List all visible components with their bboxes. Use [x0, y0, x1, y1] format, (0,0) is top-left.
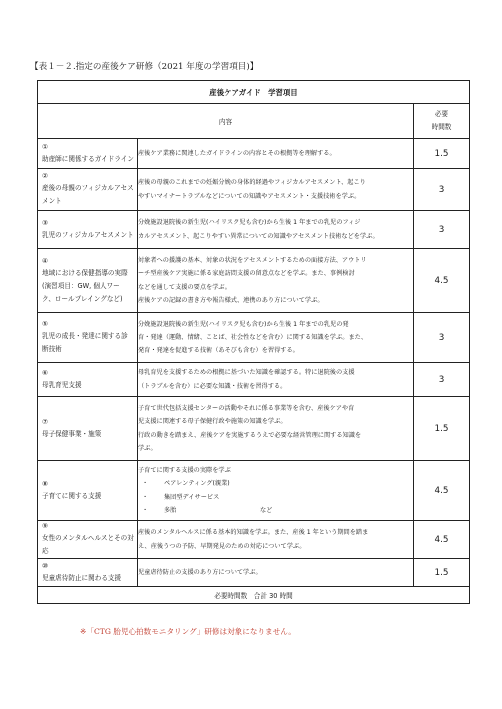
- topic-name-line: 乳児の成長・発達に関する診: [42, 332, 128, 340]
- content-list-item: [138, 477, 413, 490]
- topic-number: ①: [42, 142, 49, 151]
- topic-cell: [38, 169, 138, 211]
- content-cell: [138, 363, 414, 397]
- topic-name-line: 乳児のフィジカルアセスメント: [42, 230, 134, 239]
- content-line: やすいマイナートラブルなどについての知識やアセスメント・支援技術を学ぶ。: [138, 192, 361, 200]
- content-line: （トラブルを含む）に必要な知識・技術を習得する。: [138, 382, 287, 390]
- table-row: [38, 559, 470, 587]
- content-line: ーチ型産後ケア実施に係る家庭訪問支援の留意点などを学ぶ。また、事例検討: [138, 270, 355, 278]
- topic-name-line: 女性のメンタルヘルスとその対: [42, 534, 134, 542]
- content-line: 行政の動きを踏まえ、産後ケアを実施するうえで必要な経営管理に関する知識を: [138, 431, 362, 439]
- table-caption: 【表１－２.指定の産後ケア研修（2021 年度の学習項目)】: [30, 62, 259, 72]
- content-line: 児童虐待防止の支援のあり方について学ぶ。: [138, 568, 262, 576]
- content-cell: [138, 559, 414, 587]
- content-cell: [138, 139, 414, 169]
- topic-name-line: 産後の母親のフィジカルアセス: [42, 184, 134, 192]
- footnote: ※「CTG 胎児心拍数モニタリング」研修は対象になりません。: [80, 627, 296, 636]
- required-hours: 3: [414, 363, 470, 397]
- header-content: 内容: [38, 104, 414, 139]
- content-line: 産後のメンタルヘルスに係る基本的知識を学ぶ。また、産後 1 年という期間を踏ま: [138, 529, 369, 537]
- required-hours: 1.5: [414, 397, 470, 461]
- content-line: 子育て世代包括支援センターの活動やそれに係る事業等を含む、産後ケアや育: [138, 405, 355, 413]
- content-line: カルアセスメント、起こりやすい異常についての知識やアセスメント技術などを学ぶ。: [138, 232, 379, 240]
- content-list-item: [138, 504, 413, 517]
- header-hours-line: 時間数: [431, 123, 452, 131]
- content-line: 学ぶ。: [138, 444, 157, 452]
- required-hours: 4.5: [414, 521, 470, 559]
- table-title-row: [38, 81, 470, 104]
- topic-cell: [38, 139, 138, 169]
- required-hours: 1.5: [414, 559, 470, 587]
- required-hours: 4.5: [414, 461, 470, 521]
- list-item-text: 多胎: [164, 506, 177, 514]
- content-line: 子育てに関する支援の実際を学ぶ: [138, 467, 231, 475]
- content-line: 分娩施設退院後の新生児(ハイリスク児も含む)から生後 1 年までの乳児の発: [138, 320, 349, 328]
- topic-number: ③: [42, 218, 49, 227]
- topic-cell: [38, 313, 138, 363]
- topic-number: ⑧: [42, 479, 49, 488]
- topic-name-line: 子育てに関する支援: [42, 491, 102, 500]
- table-row: [38, 461, 470, 521]
- required-hours: 3: [414, 211, 470, 249]
- table-row: [38, 313, 470, 363]
- topic-number: ⑤: [42, 320, 49, 328]
- topic-cell: [38, 461, 138, 521]
- content-line: 児支援に関連する母子保健行政や施策の知識を学ぶ。: [138, 418, 287, 426]
- content-cell: [138, 521, 414, 559]
- topic-cell: [38, 363, 138, 397]
- total-row: [38, 587, 470, 604]
- topic-number: ②: [42, 172, 49, 180]
- topic-name-line: 応: [42, 547, 49, 555]
- topic-number: ⑨: [42, 522, 49, 530]
- topic-name-line: 母乳育児支援: [42, 380, 82, 389]
- total-hours: 必要時間数 合計 30 時間: [38, 587, 470, 604]
- topic-number: ⑥: [42, 368, 49, 377]
- content-line: 分娩施設退院後の新生児(ハイリスク児も含む)から生後 1 年までの乳児のフィジ: [138, 219, 361, 227]
- table-row: [38, 521, 470, 559]
- content-cell: [138, 461, 414, 521]
- topic-cell: [38, 397, 138, 461]
- header-hours-line: 必要: [434, 110, 449, 118]
- content-line: 産後ケア業務に関連したガイドラインの内容とその根拠等を理解する。: [138, 149, 336, 157]
- table-row: [38, 249, 470, 313]
- topic-cell: [38, 521, 138, 559]
- content-line: 産後ケアの記録の書き方や報告様式、連携のあり方について学ぶ。: [138, 296, 324, 304]
- topic-number: ⑩: [42, 561, 49, 570]
- topic-name-line: ク、ロールプレイングなど): [42, 294, 123, 303]
- topic-cell: [38, 559, 138, 587]
- content-cell: [138, 249, 414, 313]
- table-row: [38, 363, 470, 397]
- bullet: ・: [142, 480, 149, 488]
- table-title: 産後ケアガイド 学習項目: [38, 81, 470, 104]
- topic-name-line: メント: [42, 197, 62, 205]
- list-item-text: 集団型デイサービス: [164, 493, 220, 501]
- topic-cell: [38, 211, 138, 249]
- required-hours: 3: [414, 169, 470, 211]
- list-item-text: ペアレンティング(親業): [164, 480, 230, 488]
- content-line: 発育・発達を促進する技術（あそびも含む）を習得する。: [138, 347, 299, 355]
- table-header-row: [38, 104, 470, 139]
- topic-name-line: 断技術: [42, 345, 62, 353]
- content-line: などを通して支援の要点を学ぶ。: [138, 283, 231, 291]
- content-cell: [138, 313, 414, 363]
- topic-cell: [38, 249, 138, 313]
- topic-name-line: 助産師に関係するガイドライン: [42, 154, 134, 163]
- topic-name-line: 母子保健事業・施策: [42, 429, 102, 438]
- required-hours: 3: [414, 313, 470, 363]
- content-cell: [138, 397, 414, 461]
- table-row: [38, 211, 470, 249]
- required-hours: 4.5: [414, 249, 470, 313]
- topic-name-line: 地域における保健指導の実際: [42, 268, 128, 277]
- required-hours: 1.5: [414, 139, 470, 169]
- list-item-extra: など: [260, 506, 273, 514]
- content-line: 育・発達（運動、情緒、ことば、社会性などを含む）に関する知識を学ぶ。また、: [138, 333, 368, 341]
- topic-name-line: 児童虐待防止に関わる支援: [42, 573, 122, 582]
- header-hours: [414, 104, 470, 139]
- bullet: ・: [142, 506, 149, 514]
- table-row: [38, 397, 470, 461]
- content-line: え、産後うつの予防、早期発見のための対応について学ぶ。: [138, 542, 306, 550]
- bullet: ・: [142, 493, 149, 501]
- content-list-item: [138, 491, 413, 504]
- content-cell: [138, 211, 414, 249]
- content-cell: [138, 169, 414, 211]
- topic-number: ④: [42, 256, 49, 265]
- table-row: [38, 169, 470, 211]
- content-line: 母乳育児を支援するための根拠に基づいた知識を確認する。特に退院後の支援: [138, 369, 355, 377]
- topic-number: ⑦: [42, 417, 49, 426]
- learning-items-table: [37, 80, 470, 604]
- content-line: 産後の母親のこれまでの妊娠分娩の身体的経過やフィジカルアセスメント、起こり: [138, 179, 366, 187]
- table-row: [38, 139, 470, 169]
- topic-name-line: (演習項目：GW, 個人ワー: [42, 281, 120, 290]
- content-line: 対象者への援護の基本、対象の状況をアセスメントするための面接方法、アウトリ: [138, 257, 367, 265]
